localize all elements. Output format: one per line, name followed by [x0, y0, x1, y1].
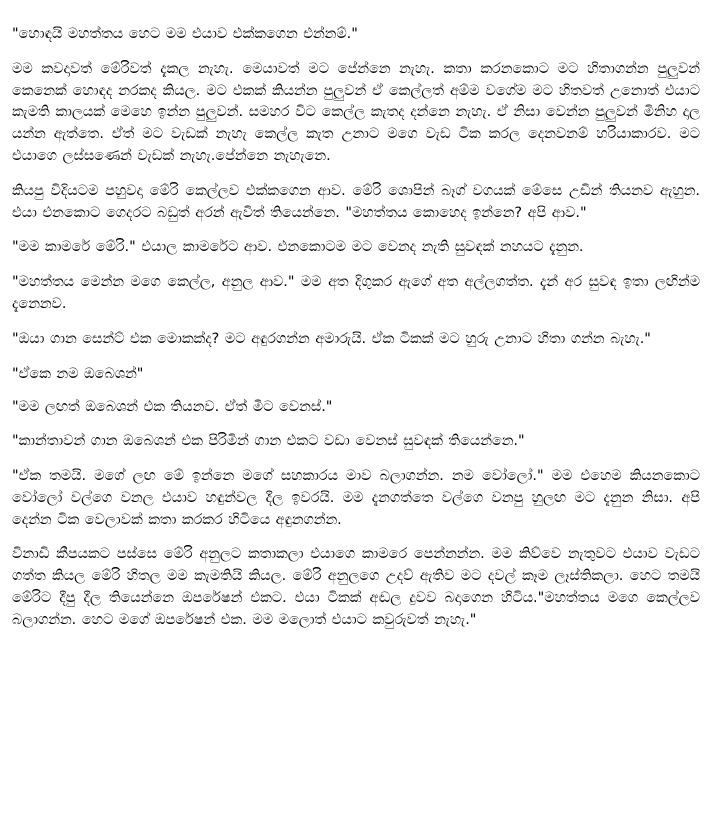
paragraph: "කාන්තාවන් ගාන ඔබෙශන් එක පිරිමින් ගාන එකට වඩා වෙනස් සුවඳක් තියෙන්නෙ.": [12, 433, 525, 450]
paragraph: මම කවදාවත් මේරිවත් දැකල නැහැ. මෙයාවත් මට පේන්නෙ නැහැ. කතා කරනකොට මට හිතාගන්න පුලුවන් කෙනෙක් හොඳද නරකද කියල. මට එකක් කියන්න පුලුවන් ඒ කෙල්ලත් අම්ම වගේම මට හිතවත් උනොත් එයාට කැමති කාලයක් මෙහෙ ඉන්න පුලුවන්. සමහර විට කෙල්ල කැතද දන්නෙ නැහැ. ඒ නිසා වෙන්න පුලුවන් මිනිහ දාල යන්න ඇත්තෙ. ඒත් මට වැඩක් නැහැ කෙල්ල කැත උනාට මගෙ වැඩ ටික කරල දෙනවනම් හරියාකාරව. මට එයාගෙ ලස්සණෙන් වැඩක් නැහැ.පේන්නෙ නැහැනෙ.: [12, 60, 700, 164]
paragraph: "ඔයා ගාන සෙන්ට් එක මොකක්ද? මට අඳුරගන්න අමාරුයි. ඒක ටිකක් මට හුරු උනාට හිතා ගන්න බැහැ.": [12, 330, 651, 347]
paragraph: විනාඩි කීපයකට පස්සෙ මේරි අනුලට කතාකලා එයාගෙ කාමරෙ පෙන්නන්න. මම කිව්වෙ නැතුවට එයාව වැඩට ගත්ත කියල මේරි හිතල මම කැමතියි කියල. මේරි අනුලගෙ උදව් ඇතිව මට දවල් කෑම ලෑස්තිකලා. හෙට තමයි මේරිට දීපු දීල තියෙන්නෙ ඔපරේෂන් එකට. එයා ටිකක් අඬල දුවව බදාගෙන හිටිය."මහත්තය මගෙ කෙල්ලව බලාගන්න. හෙට මගේ ඔපරේෂන් එක. මම මලොත් එයාට කවුරුවත් නැහැ.": [12, 546, 700, 628]
paragraph: "ඒකෙ නම ඔබෙශන්": [12, 365, 144, 382]
paragraph: "මම කාමරේ මේරි." එයාල කාමරේට ආව. එනකොටම මට වෙනද නැති සුවඳක් නහයට දැනුන.: [12, 239, 584, 256]
paragraph: කියපු විදියටම පහුවදා මේරි කෙල්ලව එක්කගෙන ආව. මේරි ශොපින් බෑග් වගයක් මේසෙ උඩින් තියනව ඇහුන. එයා එනකොට ගෙදරට බඩුත් අරන් ඇවිත් තියෙන්නෙ. "මහත්තය කොහෙද ඉන්නෙ? අපි ආව.": [12, 182, 700, 221]
paragraph: "මහත්තය මෙන්න මගෙ කෙල්ල, අනුල ආව." මම අත දිගුකර ඇගේ අත අල්ලගත්ත. දැන් අර සුවඳ ඉතා ලඟින්ම දැනෙනව.: [12, 274, 700, 312]
paragraph: "මම ලඟත් ඔබෙශන් එක තියනව. ඒත් මීට වෙනස්.": [12, 399, 333, 416]
paragraph: "ඒක තමයි. මගේ ලඟ මේ ඉන්නෙ මගේ සහකාරය මාව බලාගන්න. නම වෝලෝ." මම එහෙම කියනකොට වෝලෝ වල්ගෙ වනල එයාව හඳුන්වල දීල ඉවරයි. මම දැනගත්තෙ වල්ගෙ වනපු හුලඟ මට දැනුන නිසා. අපි දෙන්න ටික වෙලාවක් කතා කරකර හිටියෙ අඳුනගන්න.: [12, 467, 700, 528]
paragraph: "හොඳයි මහත්තය හෙට මම එයාව එක්කගෙන එන්නම්.": [12, 26, 358, 42]
